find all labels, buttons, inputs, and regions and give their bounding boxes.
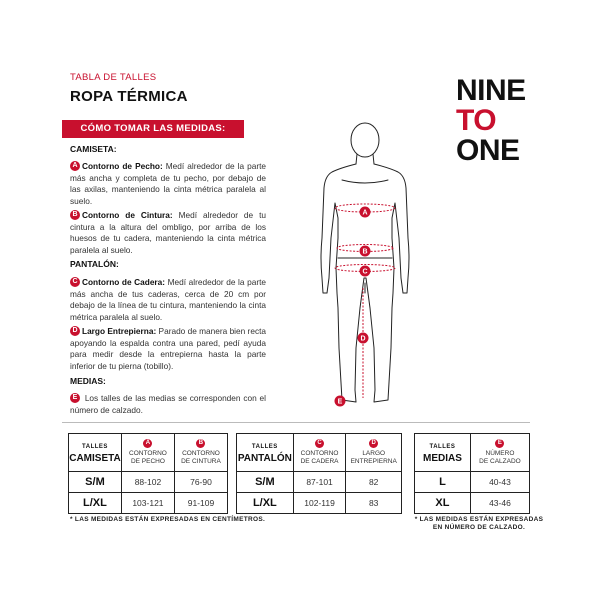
instruction-e-text: Los talles de las medias se corresponden con el número de calzado. bbox=[70, 393, 266, 415]
table-camiseta-col-a bbox=[121, 434, 174, 472]
logo-line-nine: NINE bbox=[456, 74, 526, 107]
table-row bbox=[237, 472, 402, 493]
table-medias-header bbox=[415, 434, 471, 472]
section-medias: MEDIAS: bbox=[70, 376, 106, 386]
badge-c: C bbox=[70, 277, 80, 287]
table-col-label: DE CINTURA bbox=[181, 457, 221, 465]
size-cell: L/XL bbox=[69, 493, 122, 514]
value-cell: 82 bbox=[346, 472, 402, 493]
table-camiseta-talles: TALLES bbox=[82, 443, 108, 450]
instruction-d-text: Parado de manera bien recta apoyando la espalda contra una pared, pedí ayuda para medir desde la entrepierna hasta la parte inferior de tu pierna (tobillo). bbox=[70, 326, 267, 371]
table-badge-a: A bbox=[143, 439, 152, 448]
page-title: ROPA TÉRMICA bbox=[70, 88, 188, 105]
instructions-banner: CÓMO TOMAR LAS MEDIDAS: bbox=[62, 120, 244, 138]
table-col-label: NÚMERO bbox=[485, 449, 515, 457]
instruction-c bbox=[70, 277, 266, 323]
figure-label-d: D bbox=[360, 335, 366, 343]
instruction-d bbox=[70, 326, 266, 372]
table-pantalon-col-d bbox=[346, 434, 402, 472]
value-cell: 40-43 bbox=[470, 472, 529, 493]
size-cell: S/M bbox=[237, 472, 294, 493]
instruction-c-title: Contorno de Cadera: bbox=[82, 277, 166, 287]
figure-label-a: A bbox=[362, 209, 368, 217]
size-cell: XL bbox=[415, 493, 471, 514]
note-calzado bbox=[414, 516, 544, 532]
table-camiseta-header bbox=[69, 434, 122, 472]
instruction-e bbox=[70, 393, 266, 416]
instruction-a bbox=[70, 161, 266, 207]
logo-line-to: TO bbox=[456, 104, 497, 137]
table-camiseta-name: CAMISETA bbox=[69, 452, 121, 464]
instruction-b-text: Medí alrededor de tu cintura a la altura del ombligo, por arriba de los huesos de tu cadera, manteniendo la cinta métrica paralela al suelo. bbox=[70, 210, 266, 255]
table-pantalon bbox=[236, 433, 402, 514]
value-cell: 87-101 bbox=[293, 472, 346, 493]
table-badge-d: D bbox=[369, 439, 378, 448]
badge-e: E bbox=[70, 393, 80, 403]
value-cell: 83 bbox=[346, 493, 402, 514]
logo-line-one: ONE bbox=[456, 134, 520, 167]
note-calzado-line1: * LAS MEDIDAS ESTÁN EXPRESADAS bbox=[414, 516, 544, 523]
table-row bbox=[237, 493, 402, 514]
table-col-label: ENTREPIERNA bbox=[350, 457, 397, 465]
table-col-label: CONTORNO bbox=[300, 449, 339, 457]
table-col-label: DE PECHO bbox=[130, 457, 165, 465]
table-row bbox=[415, 472, 530, 493]
size-cell: L/XL bbox=[237, 493, 294, 514]
instruction-b bbox=[70, 210, 266, 256]
section-camiseta: CAMISETA: bbox=[70, 144, 117, 154]
table-row bbox=[69, 472, 228, 493]
instruction-a-text: Medí alrededor de la parte más ancha y completa de tu pecho, por debajo de las axilas, manteniendo la cinta métrica paralela al suelo. bbox=[70, 161, 266, 206]
brand-logo bbox=[456, 76, 536, 166]
table-pantalon-talles: TALLES bbox=[251, 443, 278, 450]
table-badge-e: E bbox=[495, 439, 504, 448]
table-row bbox=[415, 493, 530, 514]
section-pantalon: PANTALÓN: bbox=[70, 259, 119, 269]
table-badge-c: C bbox=[315, 439, 324, 448]
table-badge-b: B bbox=[196, 439, 205, 448]
size-cell: S/M bbox=[69, 472, 122, 493]
table-col-label: CONTORNO bbox=[182, 449, 220, 457]
value-cell: 91-109 bbox=[174, 493, 227, 514]
page-subtitle: TABLA DE TALLES bbox=[70, 72, 157, 83]
table-col-label: DE CADERA bbox=[300, 457, 339, 465]
table-row bbox=[69, 493, 228, 514]
badge-d: D bbox=[70, 326, 80, 336]
badge-b: B bbox=[70, 210, 80, 220]
value-cell: 88-102 bbox=[121, 472, 174, 493]
instruction-d-title: Largo Entrepierna: bbox=[82, 326, 157, 336]
figure-label-e: E bbox=[337, 398, 343, 406]
table-camiseta bbox=[68, 433, 228, 514]
badge-a: A bbox=[70, 161, 80, 171]
value-cell: 102-119 bbox=[293, 493, 346, 514]
size-cell: L bbox=[415, 472, 471, 493]
figure-label-b: B bbox=[362, 248, 368, 256]
table-col-label: CONTORNO bbox=[129, 449, 167, 457]
body-figure bbox=[300, 118, 440, 418]
table-medias-col-e bbox=[470, 434, 529, 472]
table-medias bbox=[414, 433, 530, 514]
value-cell: 76-90 bbox=[174, 472, 227, 493]
divider bbox=[62, 422, 530, 423]
table-pantalon-header bbox=[237, 434, 294, 472]
table-pantalon-name: PANTALÓN bbox=[237, 452, 292, 464]
figure-label-c: C bbox=[362, 268, 368, 276]
value-cell: 103-121 bbox=[121, 493, 174, 514]
figure-head bbox=[351, 123, 379, 157]
value-cell: 43-46 bbox=[470, 493, 529, 514]
table-pantalon-col-c bbox=[293, 434, 346, 472]
instruction-c-text: Medí alrededor de la parte más ancha de tus caderas, cerca de 20 cm por debajo de la línea de tu cintura, manteniendo la cinta métrica paralela al suelo. bbox=[70, 277, 266, 322]
table-medias-talles: TALLES bbox=[429, 443, 456, 450]
table-col-label: LARGO bbox=[362, 449, 386, 457]
table-col-label: DE CALZADO bbox=[479, 457, 521, 465]
table-medias-name: MEDIAS bbox=[422, 452, 462, 464]
table-camiseta-col-b bbox=[174, 434, 227, 472]
instruction-b-title: Contorno de Cintura: bbox=[82, 210, 173, 220]
instruction-a-title: Contorno de Pecho: bbox=[82, 161, 163, 171]
note-calzado-line2: EN NÚMERO DE CALZADO. bbox=[432, 524, 526, 531]
note-centimeters: * LAS MEDIDAS ESTÁN EXPRESADAS EN CENTÍMETROS. bbox=[70, 516, 266, 523]
